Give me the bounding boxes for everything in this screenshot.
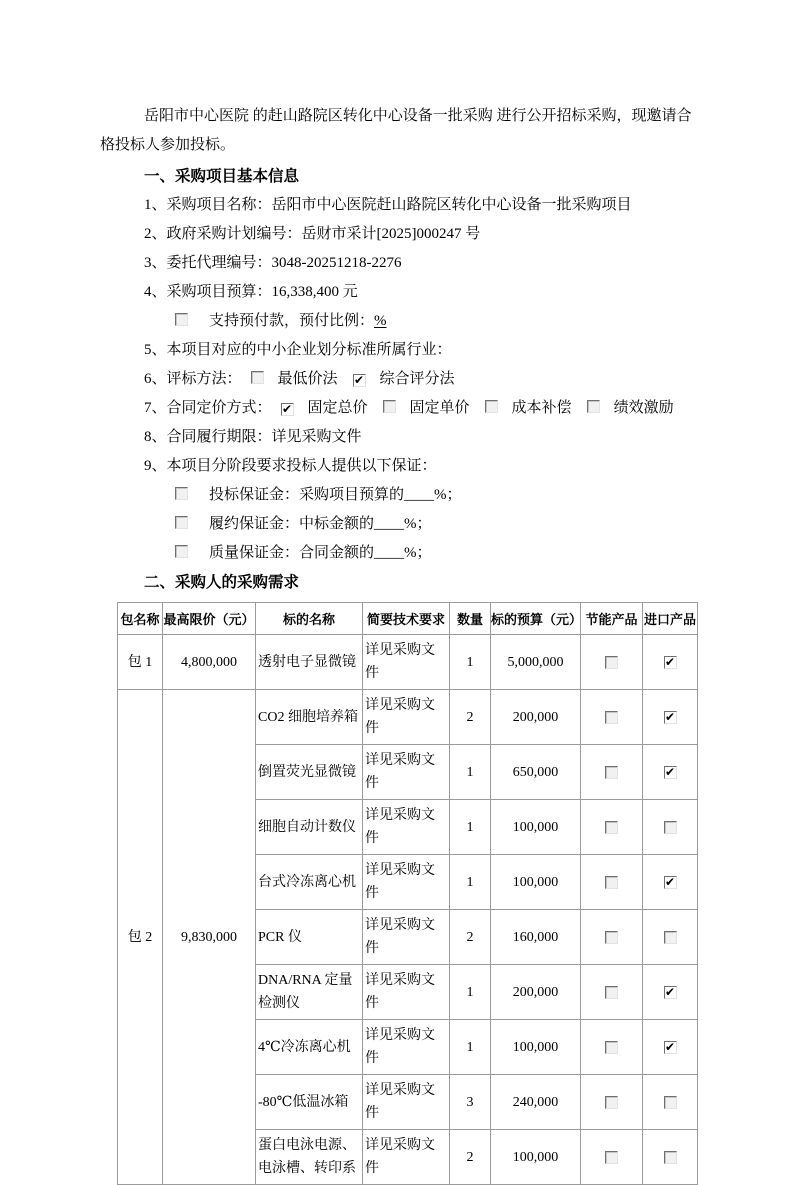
comprehensive-scoring-method-checkbox[interactable]: ✔: [354, 373, 365, 387]
quantity-cell: 2: [450, 1130, 491, 1185]
option-label: 固定单价: [409, 400, 470, 416]
text-segment: 2、政府采购计划编号：岳财市采计[2025]000247 号: [144, 226, 481, 242]
item-prepayment: [175, 307, 695, 336]
text-segment: 5、本项目对应的中小企业划分标准所属行业：: [144, 342, 452, 358]
energy-saving-checkbox-g1-r5[interactable]: [605, 986, 618, 999]
tech-requirement-cell: 详见采购文件: [363, 635, 450, 690]
section2-title: 二、采购人的采购需求: [144, 574, 300, 591]
energy-saving-cell: [581, 1130, 643, 1185]
energy-saving-cell: [581, 910, 643, 965]
budget-cell: 100,000: [491, 800, 581, 855]
energy-saving-checkbox-g0-r0[interactable]: [605, 656, 618, 669]
imported-product-cell: [643, 1075, 698, 1130]
text-segment: 投标保证金：采购项目预算的: [209, 487, 405, 503]
prepayment-checkbox[interactable]: [175, 313, 188, 326]
budget-cell: 650,000: [491, 745, 581, 800]
performance-bond-checkbox[interactable]: [175, 516, 188, 529]
max-price-cell: 9,830,000: [163, 690, 256, 1185]
imported-product-checkbox-g1-r4[interactable]: [664, 931, 677, 944]
package-name-cell: 包 2: [118, 690, 163, 1185]
quality-bond-checkbox[interactable]: [175, 545, 188, 558]
tech-requirement-cell: 详见采购文件: [363, 910, 450, 965]
intro-paragraph: 岳阳市中心医院 的赶山路院区转化中心设备一批采购 进行公开招标采购，现邀请合格投标人参加投标。: [100, 108, 692, 153]
cost-compensation-checkbox[interactable]: [485, 400, 498, 413]
text-segment: 1、采购项目名称：岳阳市中心医院赶山路院区转化中心设备一批采购项目: [144, 197, 632, 213]
energy-saving-cell: [581, 965, 643, 1020]
imported-product-cell: [643, 855, 698, 910]
imported-product-checkbox-g1-r0[interactable]: ✔: [664, 709, 676, 724]
package-name-cell: 包 1: [118, 635, 163, 690]
budget-cell: 160,000: [491, 910, 581, 965]
imported-product-checkbox-g0-r0[interactable]: ✔: [664, 654, 676, 669]
imported-product-checkbox-g1-r8[interactable]: [664, 1151, 677, 1164]
energy-saving-checkbox-g1-r7[interactable]: [605, 1096, 618, 1109]
text-segment: ____: [404, 487, 435, 503]
quantity-cell: 1: [450, 635, 491, 690]
table-row: [118, 690, 698, 745]
column-header: 数量: [450, 603, 491, 635]
item-sme-industry: [144, 336, 695, 365]
text-segment: 9、本项目分阶段要求投标人提供以下保证：: [144, 458, 437, 474]
imported-product-checkbox-g1-r3[interactable]: ✔: [664, 874, 676, 889]
item-budget: [144, 278, 695, 307]
item-name-cell: 倒置荧光显微镜: [256, 745, 363, 800]
quantity-cell: 1: [450, 1020, 491, 1075]
energy-saving-checkbox-g1-r1[interactable]: [605, 766, 618, 779]
bid-bond-checkbox[interactable]: [175, 487, 188, 500]
text-segment: %: [374, 313, 387, 329]
option-label: 绩效激励: [613, 400, 674, 416]
item-agency-number: [144, 249, 695, 278]
budget-cell: 5,000,000: [491, 635, 581, 690]
energy-saving-cell: [581, 690, 643, 745]
table-row: [118, 635, 698, 690]
energy-saving-cell: [581, 800, 643, 855]
item-name-cell: DNA/RNA 定量检测仪: [256, 965, 363, 1020]
imported-product-cell: [643, 690, 698, 745]
item-plan-number: [144, 220, 695, 249]
imported-product-checkbox-g1-r5[interactable]: ✔: [664, 984, 676, 999]
text-segment: %；: [404, 516, 432, 532]
quantity-cell: 3: [450, 1075, 491, 1130]
item-bid-bond: [175, 481, 695, 510]
quantity-cell: 2: [450, 690, 491, 745]
column-header: 简要技术要求: [363, 603, 450, 635]
energy-saving-cell: [581, 855, 643, 910]
item-name-cell: -80℃低温冰箱: [256, 1075, 363, 1130]
tech-requirement-cell: 详见采购文件: [363, 965, 450, 1020]
item-name-cell: 4℃冷冻离心机: [256, 1020, 363, 1075]
item-name-cell: PCR 仪: [256, 910, 363, 965]
imported-product-checkbox-g1-r2[interactable]: [664, 821, 677, 834]
quantity-cell: 1: [450, 800, 491, 855]
tech-requirement-cell: 详见采购文件: [363, 690, 450, 745]
column-header: 进口产品: [643, 603, 698, 635]
energy-saving-cell: [581, 1020, 643, 1075]
imported-product-checkbox-g1-r7[interactable]: [664, 1096, 677, 1109]
max-price-cell: 4,800,000: [163, 635, 256, 690]
column-header: 节能产品: [581, 603, 643, 635]
item-name-cell: CO2 细胞培养箱: [256, 690, 363, 745]
budget-cell: 200,000: [491, 690, 581, 745]
energy-saving-checkbox-g1-r2[interactable]: [605, 821, 618, 834]
table-header-row: [118, 603, 698, 635]
imported-product-cell: [643, 635, 698, 690]
text-segment: 3、委托代理编号：3048-20251218-2276: [144, 255, 402, 271]
item-quality-bond: [175, 539, 695, 568]
item-contract-period: [144, 423, 695, 452]
item-name-cell: 蛋白电泳电源、电泳槽、转印系: [256, 1130, 363, 1185]
text-segment: 履约保证金：中标金额的: [209, 516, 375, 532]
column-header: 标的预算（元）: [491, 603, 581, 635]
text-segment: 8、合同履行期限：详见采购文件: [144, 429, 362, 445]
text-segment: %；: [404, 545, 432, 561]
text-segment: ____: [374, 516, 405, 532]
energy-saving-cell: [581, 745, 643, 800]
imported-product-checkbox-g1-r1[interactable]: ✔: [664, 764, 676, 779]
item-project-name: [144, 191, 695, 220]
fixed-total-price-checkbox[interactable]: ✔: [281, 402, 293, 416]
tech-requirement-cell: 详见采购文件: [363, 1020, 450, 1075]
tech-requirement-cell: 详见采购文件: [363, 800, 450, 855]
line-prefix: 6、评标方法：: [144, 371, 242, 387]
quantity-cell: 1: [450, 965, 491, 1020]
text-segment: ____: [374, 545, 405, 561]
option-label: 综合评分法: [379, 371, 455, 387]
energy-saving-cell: [581, 635, 643, 690]
option-label: 固定总价: [307, 400, 368, 416]
item-performance-bond: [175, 510, 695, 539]
budget-cell: 100,000: [491, 1130, 581, 1185]
tech-requirement-cell: 详见采购文件: [363, 855, 450, 910]
text-segment: 质量保证金：合同金额的: [209, 545, 375, 561]
line-prefix: 7、合同定价方式：: [144, 400, 272, 416]
item-name-cell: 透射电子显微镜: [256, 635, 363, 690]
option-label: 最低价法: [277, 371, 338, 387]
imported-product-cell: [643, 910, 698, 965]
budget-cell: 100,000: [491, 855, 581, 910]
energy-saving-checkbox-g1-r4[interactable]: [605, 931, 618, 944]
item-pricing-method: [144, 394, 695, 423]
quantity-cell: 1: [450, 745, 491, 800]
option-label: 成本补偿: [511, 400, 572, 416]
tech-requirement-cell: 详见采购文件: [363, 1130, 450, 1185]
imported-product-cell: [643, 800, 698, 855]
item-evaluation-method: [144, 365, 695, 394]
imported-product-cell: [643, 1020, 698, 1075]
imported-product-cell: [643, 965, 698, 1020]
budget-cell: 240,000: [491, 1075, 581, 1130]
energy-saving-checkbox-g1-r8[interactable]: [605, 1151, 618, 1164]
column-header: 最高限价（元）: [163, 603, 256, 635]
budget-cell: 200,000: [491, 965, 581, 1020]
tech-requirement-cell: 详见采购文件: [363, 745, 450, 800]
energy-saving-checkbox-g1-r3[interactable]: [605, 876, 618, 889]
item-guarantees: [144, 452, 695, 481]
energy-saving-cell: [581, 1075, 643, 1130]
procurement-requirements-table: [117, 602, 698, 1185]
fixed-unit-price-checkbox[interactable]: [383, 400, 396, 413]
energy-saving-checkbox-g1-r6[interactable]: [605, 1041, 618, 1054]
section1-lines: [100, 191, 695, 568]
text-segment: %；: [434, 487, 462, 503]
lowest-price-method-checkbox[interactable]: [251, 371, 264, 384]
item-name-cell: 细胞自动计数仪: [256, 800, 363, 855]
budget-cell: 100,000: [491, 1020, 581, 1075]
imported-product-checkbox-g1-r6[interactable]: ✔: [664, 1039, 676, 1054]
quantity-cell: 2: [450, 910, 491, 965]
energy-saving-checkbox-g1-r0[interactable]: [605, 711, 618, 724]
section1-title: 一、采购项目基本信息: [144, 168, 300, 185]
imported-product-cell: [643, 1130, 698, 1185]
tech-requirement-cell: 详见采购文件: [363, 1075, 450, 1130]
column-header: 包名称: [118, 603, 163, 635]
imported-product-cell: [643, 745, 698, 800]
column-header: 标的名称: [256, 603, 363, 635]
text-segment: 支持预付款，预付比例：: [209, 313, 375, 329]
quantity-cell: 1: [450, 855, 491, 910]
performance-incentive-checkbox[interactable]: [587, 400, 600, 413]
item-name-cell: 台式冷冻离心机: [256, 855, 363, 910]
text-segment: 4、采购项目预算：16,338,400 元: [144, 284, 358, 300]
